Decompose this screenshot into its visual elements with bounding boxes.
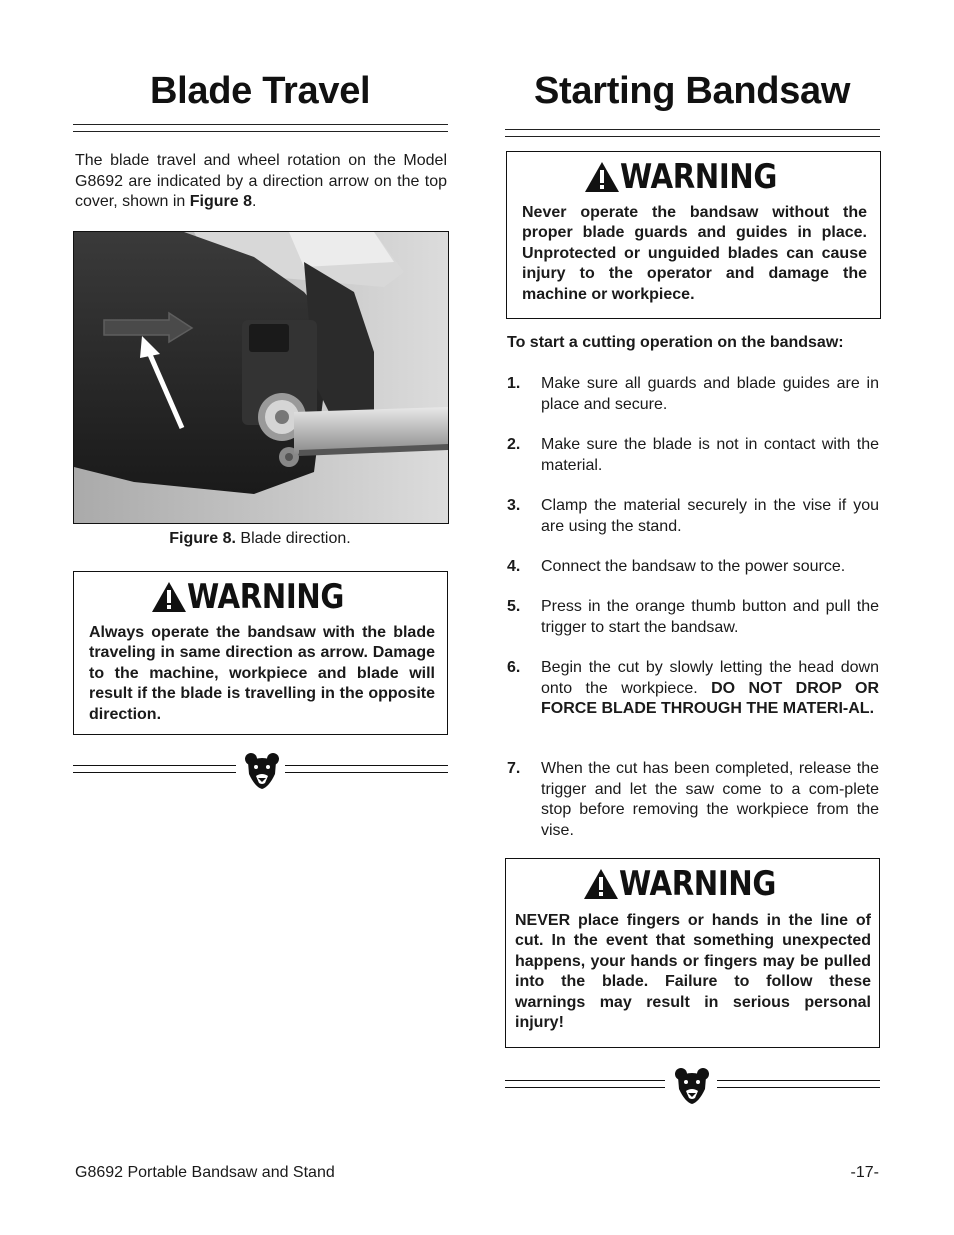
warning-triangle-icon [151,581,187,613]
divider-line [505,1080,665,1088]
section-divider-left [73,754,448,786]
grizzly-bear-logo-icon [673,1067,711,1105]
step-item: 6. Begin the cut by slowly letting the head down onto the workpiece. DO NOT DROP OR FORCE BLADE THROUGH THE MATERI-AL. [507,659,880,717]
warning-heading: WARNING [506,867,879,901]
blade-travel-intro: The blade travel and wheel rotation on the Model G8692 are indicated by a direction arrow on the top cover, shown in Figure 8. [75,152,447,210]
step-item: 5. Press in the orange thumb button and pull the trigger to start the bandsaw. [507,598,879,636]
divider-line [717,1080,880,1088]
step-item: 2. Make sure the blade is not in contact with the material. [507,436,879,474]
warning-triangle-icon [584,161,620,193]
warning-box-blade-direction [73,571,448,735]
figure-8-photo [73,231,449,524]
warning-heading: WARNING [74,580,447,614]
figure-8-caption: Figure 8. Blade direction. [169,530,351,547]
starting-bandsaw-title: Starting Bandsaw [534,70,851,112]
warning-heading: WARNING [507,160,880,194]
step-item: 7. When the cut has been completed, release the trigger and let the saw come to a com-plete stop before removing the workpiece from the vise. [507,760,879,839]
step-item: 4. Connect the bandsaw to the power source. [507,558,846,575]
step-6-emphasis: DO NOT DROP OR FORCE BLADE THROUGH THE MATERI-AL. [541,679,880,717]
figure-reference: Figure 8 [189,193,252,210]
warning-text-blade-direction: Always operate the bandsaw with the blade traveling in same direction as arrow. Damage to the machine, workpiece and blade will result if the blade is travelling in the opposite direction. [89,624,435,723]
title-rule-right [505,129,880,137]
bandsaw-photo-illustration [74,232,448,523]
divider-line [73,765,236,773]
blade-travel-title: Blade Travel [150,70,371,112]
warning-box-guards [506,151,881,319]
grizzly-bear-logo-icon [243,752,281,790]
warning-triangle-icon [583,868,619,900]
page-number: -17- [850,1164,879,1181]
steps-intro: To start a cutting operation on the bandsaw: [507,334,844,351]
step-item: 1. Make sure all guards and blade guides are in place and secure. [507,375,879,413]
section-divider-right [505,1069,880,1101]
step-item: 3. Clamp the material securely in the vise if you are using the stand. [507,497,879,535]
warning-text-guards: Never operate the bandsaw without the proper blade guards and guides in place. Unprotected or unguided blades can cause injury to the operator and damage the machine or workpiece. [522,204,867,303]
footer-title: G8692 Portable Bandsaw and Stand [75,1164,335,1181]
title-rule-left [73,124,448,132]
divider-line [285,765,448,773]
warning-text-fingers: NEVER place fingers or hands in the line of cut. In the event that something unexpected happens, your hands or fingers may be pulled into the blade. Failure to follow these warnings may result in serious personal injury! [515,912,871,1032]
warning-box-fingers [505,858,880,1048]
